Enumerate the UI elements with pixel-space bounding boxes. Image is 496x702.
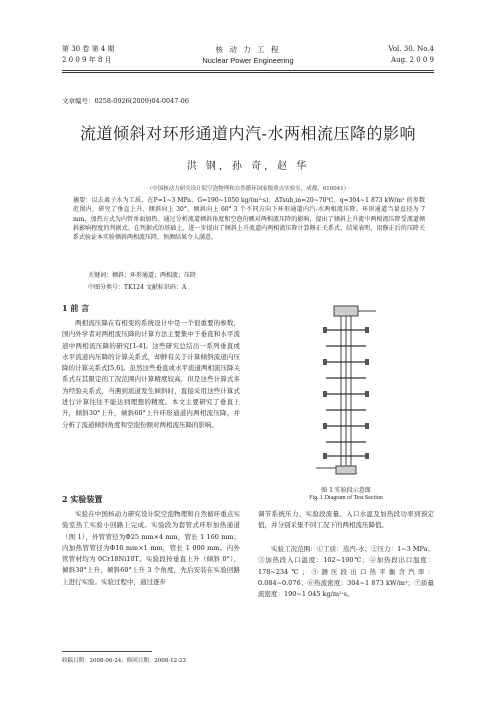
classification: 中图分类号：TK124 文献标识码：A bbox=[88, 284, 187, 291]
section-1-heading: 1 前 言 bbox=[62, 303, 90, 313]
journal-name-cn: 核 动 力 工 程 bbox=[215, 45, 281, 54]
test-section-figure bbox=[286, 300, 406, 480]
figure-caption-cn: 图 1 实验段示意图 bbox=[321, 487, 371, 494]
volume-en: Vol. 30. No.4 bbox=[388, 45, 434, 53]
section-2-text: 实验在中国核动力研究设计院空泡物理和自然循环重点实验室热工实验小回路上完成。实验段为套管式环形加热通道（图 1），外管管径为Φ25 mm×4 mm，管长 1 160 mm；内加热管管径为Φ10 mm×1 mm，管长 1 000 mm。内外管管材均为 0Cr18Ni10T。实验段按垂直上升（倾斜 0°）、倾斜30°上升、倾斜60°上升 3 个角度，先后安装在实验回路上进行实验。实验过程中，通过逐步 bbox=[62, 510, 240, 586]
paper-title: 流道倾斜对环形通道内汽-水两相流压降的影响 bbox=[80, 124, 416, 143]
date-en: Aug. 2 0 0 9 bbox=[391, 56, 434, 64]
publish-date: 2 0 0 9 年 8 月 bbox=[62, 56, 112, 64]
test-section-diagram bbox=[286, 300, 406, 480]
section-1-text: 两相流压降在有相变的系统设计中是一个很重要的参数，国内外学者对两相流压降的计算方法主要集中于垂直和水平流道中两相流压降的研究[1-4]。这些研究总结出一系列垂直或水平流道内压降的计算关系式，却鲜有关于计算倾斜流道内压降的计算关系式[5,6]。虽然这些垂直或水平流道两相流压降关系式在其限定的工况范围内计算精度较高，但是这些计算式多为经验关系式，当遇到流道发生倾斜时，直接采用这些计算式进行计算往往不能达到理想的精度。本文主要研究了垂直上升，倾斜30°上升，倾斜60°上升环形通道内两相流压降，并分析了流道倾斜角度和空泡份额对两相流压降的影响。 bbox=[62, 319, 240, 429]
journal-name-en: Nuclear Power Engineering bbox=[202, 56, 294, 65]
header-rule-2 bbox=[62, 72, 434, 73]
figure-caption-en: Fig. 1 Diagram of Test Section bbox=[309, 495, 383, 501]
journal-volume-en bbox=[388, 44, 434, 66]
column-2-text: 调节系统压力、实验段流量、入口水温及加热段功率到预定值，并分别采集不同工况下的两相流压降值。 bbox=[258, 510, 434, 530]
abstract: 摘要：以去离子水为工质，在P=1~3 MPa、G=190~1050 kg/(m²·s)、ΔTsub,in=20~70℃、q=304~1 873 kW/m² 的参数范围内，研究了垂直上升、倾斜向上 30°、倾斜向上 60° 3 个不同方向下环形通道内汽-水两相流压降。环形通道当量直径为 7 mm，加热方式为内管单面加热。通过分析流道倾斜角度和空泡份额对两相流压降的影响，提出了倾斜上升流中两相流压降受流道倾斜影响程度的判据式。在判据式的基础上，进一步提出了倾斜上升流道内两相流压降计算修正关系式。结果表明，用修正后的压降关系式验证本实验倾斜两相流压降，预测结果令人满意。 bbox=[73, 197, 425, 242]
header-rule bbox=[62, 70, 434, 71]
footnote-dates: 收稿日期：2008-06-24；修回日期：2008-12-23 bbox=[62, 658, 186, 664]
section-2-heading: 2 实验装置 bbox=[62, 494, 103, 504]
footnote-rule bbox=[62, 651, 152, 652]
keywords: 关键词：倾斜；环形通道；两相流；压降 bbox=[88, 272, 197, 279]
article-number: 文章编号：0258-0926(2009)04-0047-06 bbox=[62, 97, 189, 105]
column-2-conditions: 实验工况范围：①工质：蒸汽-水；②压力：1~3 MPa；③加热段入口温度：102~190℃；④加热段出口温度：178~234℃；⑤测压段出口热平衡含汽率：0.084~0.076；⑥热流密度：304~1 873 kW/m²；⑦质量流密度：190~1 045 kg/m²·s。 bbox=[258, 545, 434, 599]
authors: 洪 钢，孙 奇，赵 华 bbox=[186, 161, 310, 172]
affiliation: （中国核动力研究设计院空泡物理和自然循环国家级重点实验室，成都，610041） bbox=[146, 186, 350, 192]
volume-issue: 第 30 卷 第 4 期 bbox=[62, 45, 115, 53]
